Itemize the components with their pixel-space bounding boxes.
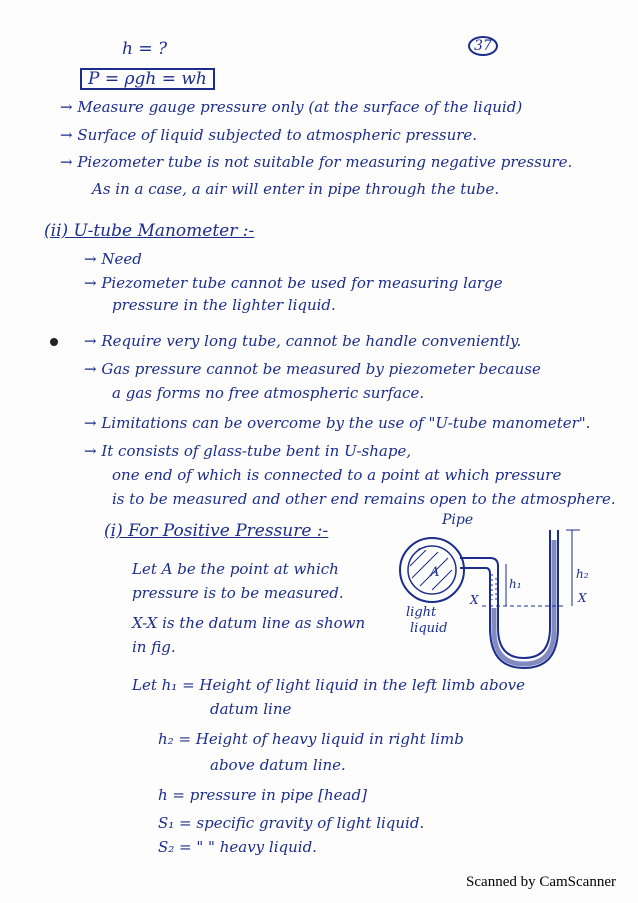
need-point-5b: one end of which is connected to a point at which pressure	[112, 466, 562, 484]
heavy-liquid-fill	[494, 540, 554, 664]
need-point-3: → Gas pressure cannot be measured by piezometer because	[84, 360, 541, 378]
definition-h: h = pressure in pipe [head]	[158, 786, 367, 804]
h-question: h = ?	[122, 39, 168, 59]
note-3: → Piezometer tube is not suitable for measuring negative pressure.	[60, 153, 573, 171]
bullet-dot	[50, 338, 58, 346]
definition-h2: h₂ = Height of heavy liquid in right limb	[158, 730, 464, 748]
scanner-footer: Scanned by CamScanner	[466, 874, 616, 890]
definition-h2b: above datum line.	[210, 756, 346, 774]
positive-point-1: Let A be the point at which	[132, 560, 339, 578]
positive-point-4: in fig.	[132, 638, 176, 656]
liquid-label: liquid	[410, 621, 448, 636]
note-2: → Surface of liquid subjected to atmospheric pressure.	[60, 126, 478, 144]
x-right-label: X	[578, 591, 587, 605]
section-title: (ii) U-tube Manometer :-	[44, 221, 255, 241]
need-point-1b: pressure in the lighter liquid.	[112, 296, 336, 314]
pressure-formula-box: P = ρgh = wh	[80, 68, 215, 90]
need-point-2: → Require very long tube, cannot be handle conveniently.	[84, 332, 522, 350]
point-a-label: A	[430, 565, 440, 580]
definition-h1b: datum line	[210, 700, 292, 718]
page-number: 37	[468, 36, 498, 56]
definition-s1: S₁ = specific gravity of light liquid.	[158, 814, 425, 832]
u-bend-outer	[490, 530, 558, 668]
u-tube-diagram	[390, 508, 616, 684]
need-point-4: → Limitations can be overcome by the use of "U-tube manometer".	[84, 414, 591, 432]
definition-s2: S₂ = " " heavy liquid.	[158, 838, 317, 856]
pipe-label: Pipe	[442, 512, 474, 528]
h1-label: h₁	[509, 577, 522, 591]
positive-point-3: X-X is the datum line as shown	[132, 614, 366, 632]
x-left-label: X	[470, 593, 479, 607]
note-4: As in a case, a air will enter in pipe through the tube.	[92, 180, 500, 198]
need-point-3b: a gas forms no free atmospheric surface.	[112, 384, 425, 402]
need-label: → Need	[84, 250, 142, 268]
subsection-title: (i) For Positive Pressure :-	[104, 521, 329, 541]
definition-h1: Let h₁ = Height of light liquid in the left limb above	[132, 676, 525, 694]
need-point-1: → Piezometer tube cannot be used for measuring large	[84, 274, 503, 292]
light-liquid-fill	[492, 574, 496, 600]
need-point-5: → It consists of glass-tube bent in U-shape,	[84, 442, 412, 460]
h2-label: h₂	[576, 567, 589, 581]
light-label: light	[406, 605, 437, 620]
need-point-5c: is to be measured and other end remains open to the atmosphere.	[112, 490, 616, 508]
positive-point-2: pressure is to be measured.	[132, 584, 344, 602]
note-1: → Measure gauge pressure only (at the surface of the liquid)	[60, 98, 523, 116]
